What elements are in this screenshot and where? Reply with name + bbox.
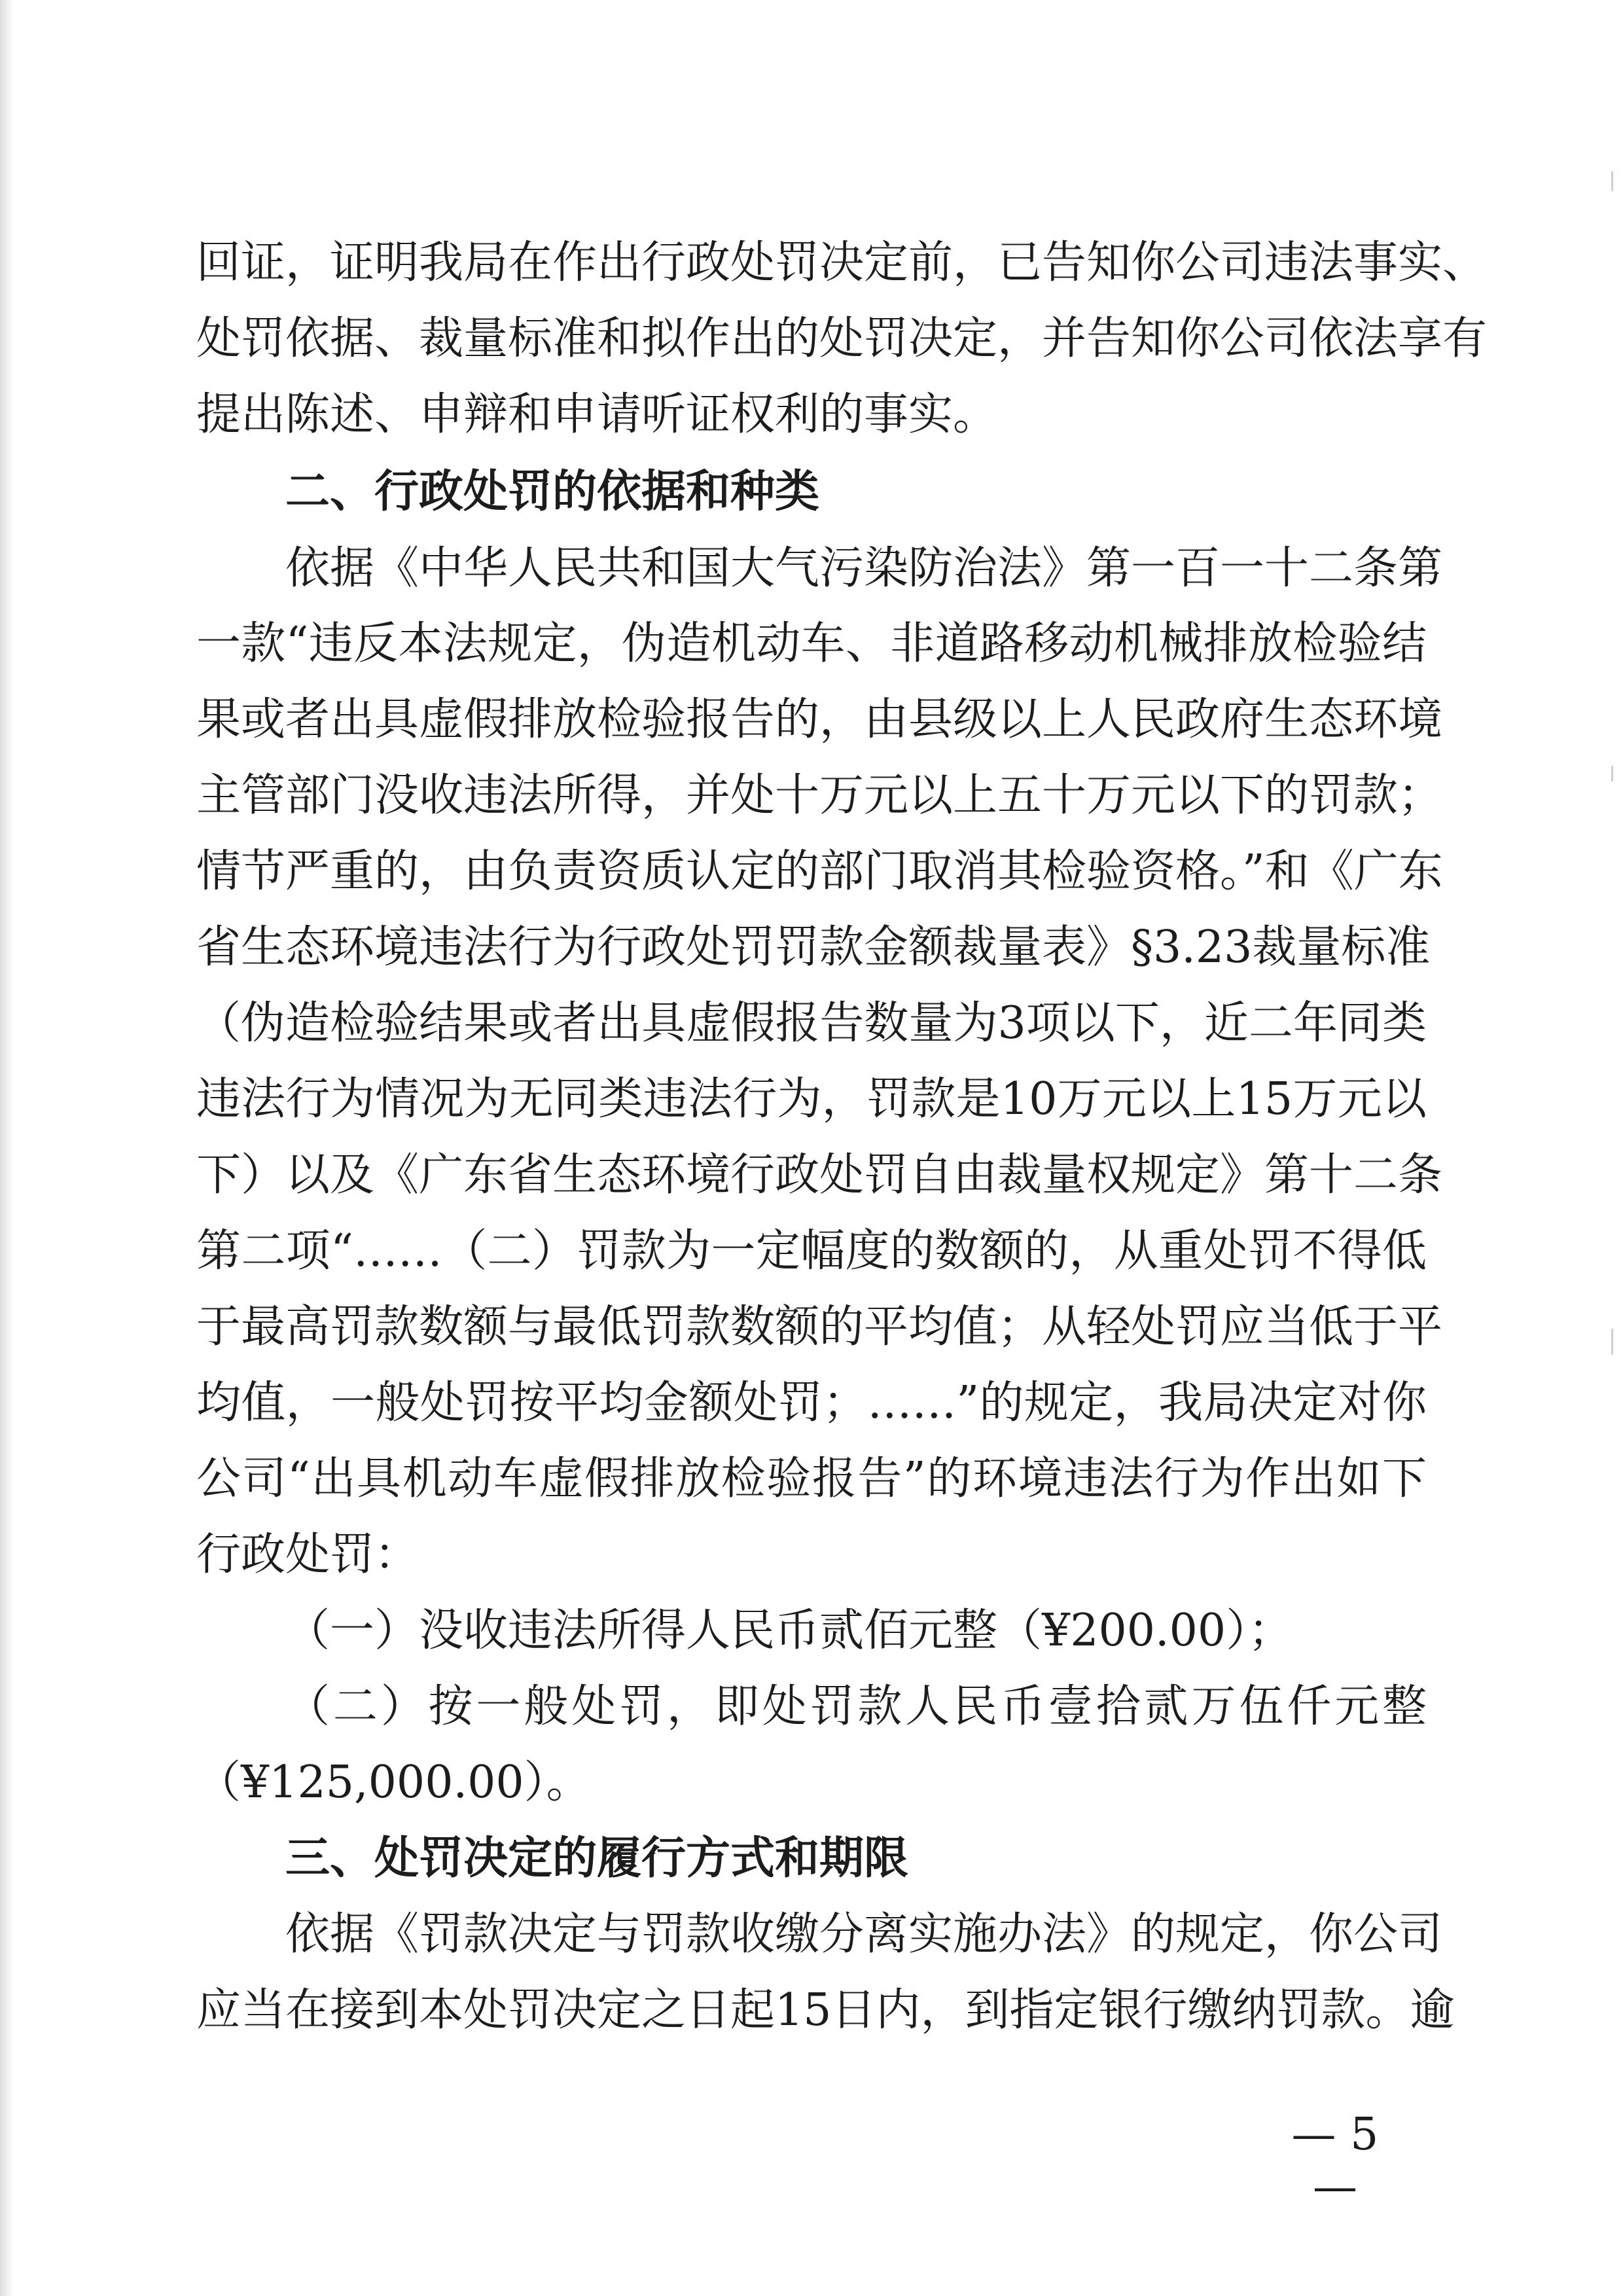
body-text-line: 处罚依据、裁量标准和拟作出的处罚决定，并告知你公司依法享有	[196, 313, 1488, 365]
section-heading: 二、行政处罚的依据和种类	[285, 466, 820, 518]
body-text-line: 公司“出具机动车虚假排放检验报告”的环境违法行为作出如下	[196, 1453, 1427, 1505]
body-text-line: 行政处罚：	[196, 1529, 419, 1581]
scan-edge-shadow	[0, 0, 13, 2296]
body-text-line: 提出陈述、申辩和申请听证权利的事实。	[196, 389, 998, 440]
penalty-item: （二）按一般处罚，即处罚款人民币壹拾贰万伍仟元整	[285, 1681, 1427, 1732]
body-text-line: 应当在接到本处罚决定之日起15日内，到指定银行缴纳罚款。逾	[196, 1984, 1455, 2036]
penalty-item: （一）没收违法所得人民币贰佰元整（¥200.00）；	[285, 1605, 1293, 1657]
body-text-line: 依据《罚款决定与罚款收缴分离实施办法》的规定，你公司	[285, 1909, 1443, 1960]
body-text-line: 均值，一般处罚按平均金额处罚；……”的规定，我局决定对你	[196, 1377, 1427, 1429]
body-text-line: 回证，证明我局在作出行政处罚决定前，已告知你公司违法事实、	[196, 237, 1488, 289]
body-text-line: 第二项“……（二）罚款为一定幅度的数额的，从重处罚不得低	[196, 1225, 1427, 1277]
scan-mark	[1611, 1329, 1613, 1355]
body-text-line: 下）以及《广东省生态环境行政处罚自由裁量权规定》第十二条	[196, 1149, 1443, 1201]
page-number: — 5 —	[1291, 2109, 1379, 2213]
body-text-line: 一款“违反本法规定，伪造机动车、非道路移动机械排放检验结	[196, 618, 1427, 670]
body-text-line: 情节严重的，由负责资质认定的部门取消其检验资格。”和《广东	[196, 846, 1443, 897]
body-text-line: 省生态环境违法行为行政处罚罚款金额裁量表》§3.23裁量标准	[196, 922, 1431, 973]
scan-mark	[1611, 171, 1613, 191]
body-text-line: 违法行为情况为无同类违法行为，罚款是10万元以上15万元以	[196, 1073, 1427, 1125]
body-text-line: 果或者出具虚假排放检验报告的，由县级以上人民政府生态环境	[196, 694, 1443, 745]
penalty-item: （¥125,000.00）。	[196, 1757, 591, 1808]
section-heading: 三、处罚决定的履行方式和期限	[285, 1833, 909, 1884]
body-text-line: （伪造检验结果或者出具虚假报告数量为3项以下，近二年同类	[196, 997, 1427, 1049]
body-text-line: 于最高罚款数额与最低罚款数额的平均值；从轻处罚应当低于平	[196, 1301, 1443, 1353]
body-text-line: 依据《中华人民共和国大气污染防治法》第一百一十二条第	[285, 543, 1443, 594]
body-text-line: 主管部门没收违法所得，并处十万元以上五十万元以下的罚款；	[196, 770, 1443, 821]
scan-mark	[1611, 766, 1613, 781]
